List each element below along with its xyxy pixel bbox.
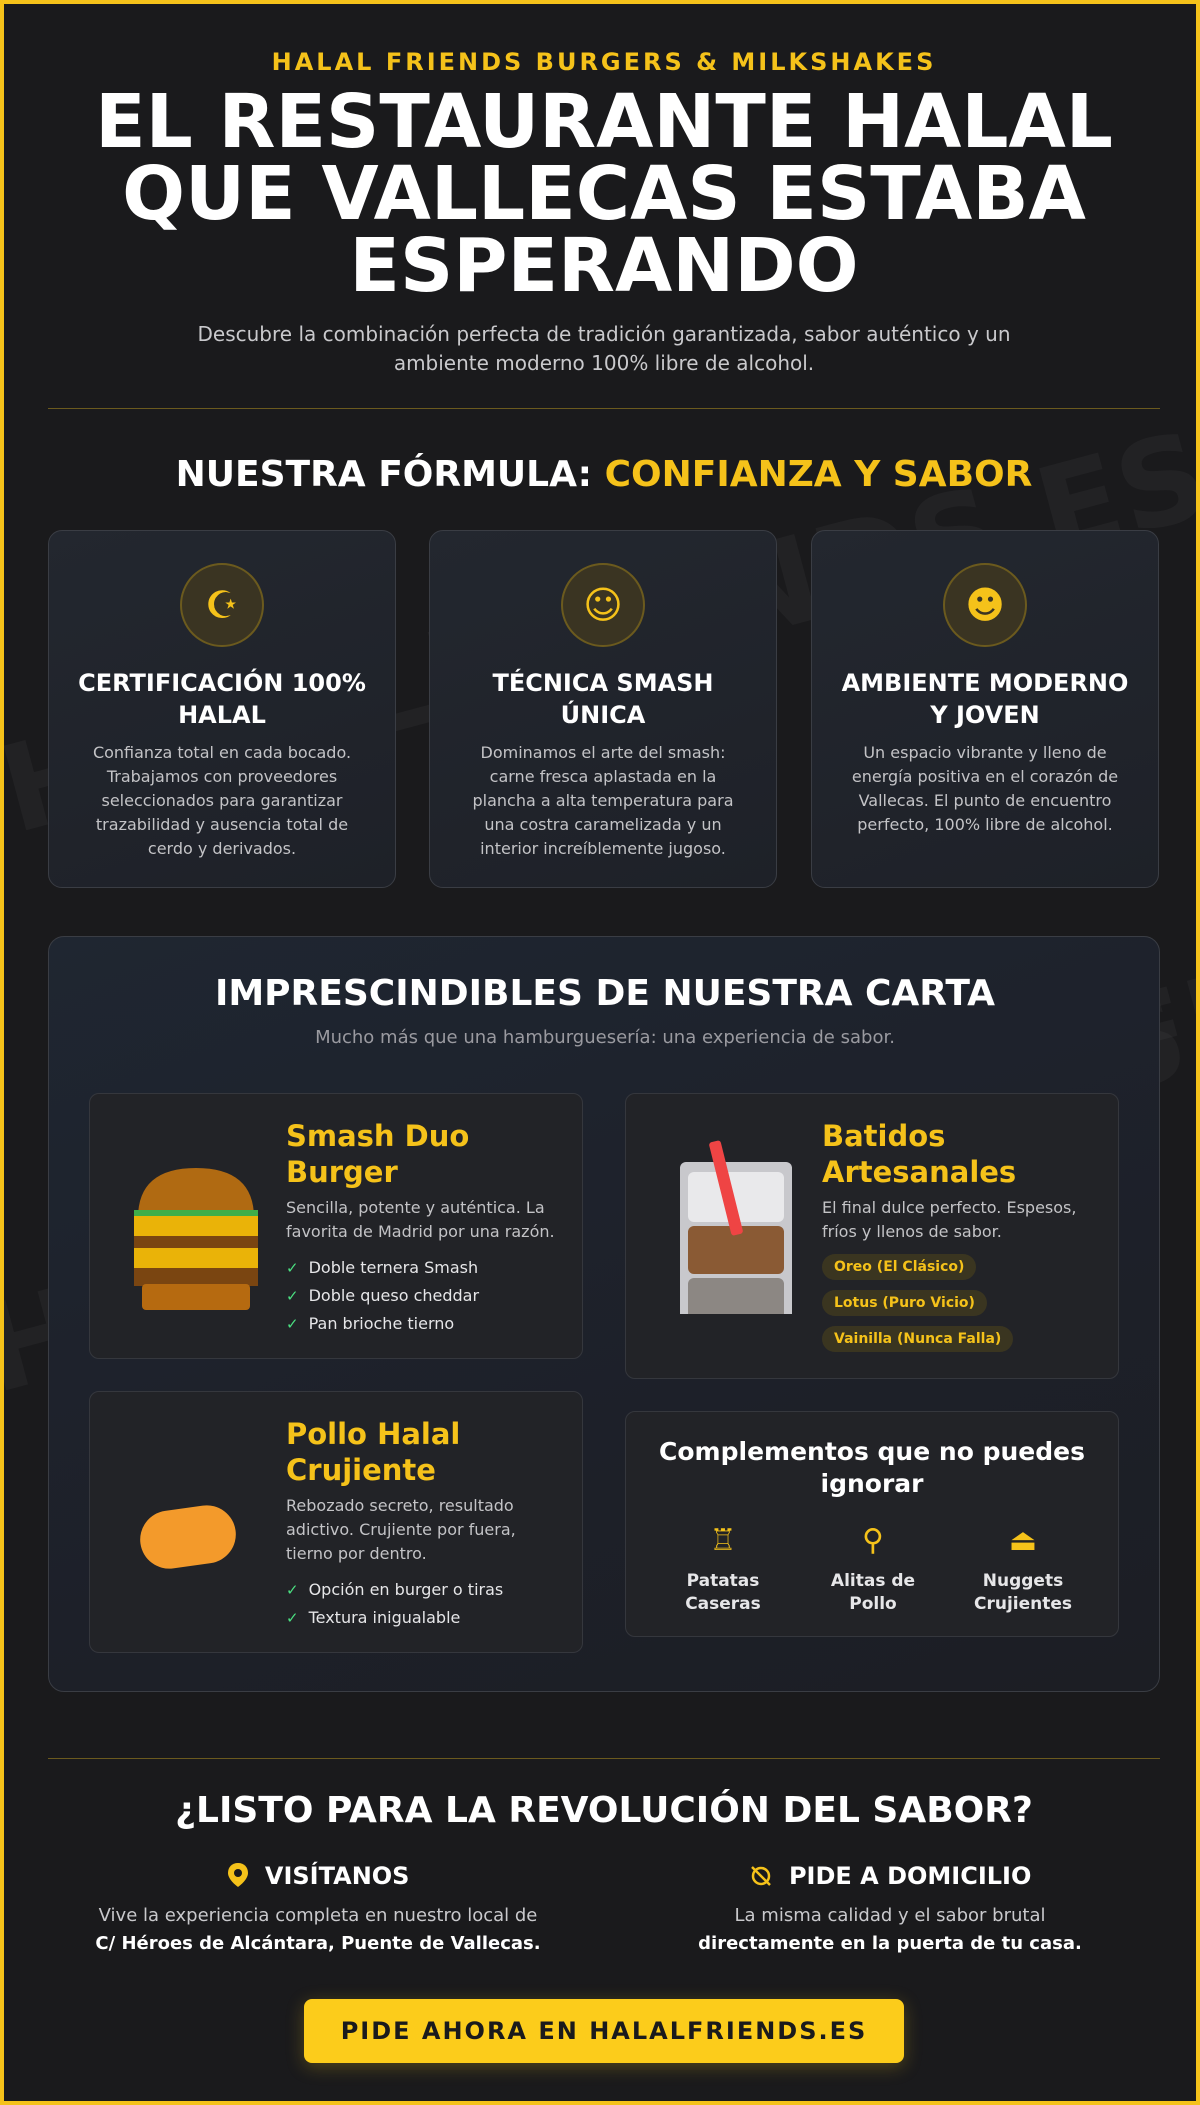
cta-title: ¿LISTO PARA LA REVOLUCIÓN DEL SABOR?	[175, 1790, 1033, 1831]
menu-panel	[48, 936, 1160, 1692]
menu-card-chicken	[89, 1391, 583, 1653]
divider	[48, 1758, 1160, 1759]
hero-title: EL RESTAURANTE HALAL QUE VALLECAS ESTABA ESPERANDO	[95, 79, 1113, 309]
feature-text: Un espacio vibrante y lleno de energía positiva en el corazón de Vallecas. El punto de encuentro perfecto, 100% libre de alcohol.	[851, 743, 1119, 834]
extra-label: Patatas Caseras	[685, 1571, 761, 1614]
delivery-column	[640, 1862, 1140, 1958]
location-pin-icon	[227, 1862, 257, 1890]
delivery-text: La misma calidad y el sabor brutal directamente en la puerta de tu casa.	[698, 1905, 1082, 1954]
divider	[48, 408, 1160, 409]
chicken-features	[286, 1576, 558, 1632]
shakes-description: El final dulce perfecto. Espesos, fríos y llenos de sabor.	[822, 1198, 1077, 1241]
group-icon: ☻	[943, 563, 1027, 647]
formula-title	[4, 454, 1200, 495]
halal-certificate-icon: ☪	[180, 563, 264, 647]
list-item: ✓ Opción en burger o tiras	[286, 1580, 504, 1599]
check-icon: ✓	[286, 1315, 299, 1333]
feature-card-smash	[429, 530, 777, 888]
feature-text: Confianza total en cada bocado. Trabajamos con proveedores seleccionados para garantizar trazabilidad y ausencia total de cerdo y derivados.	[92, 743, 352, 858]
burger-title: Smash Duo Burger	[286, 1119, 470, 1189]
shakes-title: Batidos Artesanales	[822, 1119, 1017, 1189]
order-now-button[interactable]: PIDE AHORA EN HALALFRIENDS.ES	[304, 1999, 904, 2063]
burger-illustration	[126, 1150, 266, 1310]
chef-icon: ☺	[561, 563, 645, 647]
feature-card-halal	[48, 530, 396, 888]
check-icon: ✓	[286, 1259, 299, 1277]
extras-title: Complementos que no puedes ignorar	[659, 1437, 1085, 1498]
feature-text: Dominamos el arte del smash: carne fresca aplastada en la plancha a alta temperatura para una costra caramelizada y un interior increíblemente jugoso.	[472, 743, 734, 858]
formula-title-gold: CONFIANZA Y SABOR	[604, 454, 1033, 495]
fries-icon: ♖	[709, 1523, 737, 1558]
chicken-illustration	[126, 1448, 266, 1608]
check-icon: ✓	[286, 1287, 299, 1305]
menu-subtitle: Mucho más que una hamburguesería: una experiencia de sabor.	[315, 1027, 895, 1048]
extra-item-wings	[808, 1520, 938, 1616]
check-icon: ✓	[286, 1609, 299, 1627]
formula-title-white: NUESTRA FÓRMULA:	[175, 454, 605, 495]
menu-card-burger	[89, 1093, 583, 1359]
extra-item-nuggets	[958, 1520, 1088, 1616]
extras-card	[625, 1411, 1119, 1637]
feature-title: AMBIENTE MODERNO Y JOVEN	[841, 669, 1129, 729]
visit-text: Vive la experiencia completa en nuestro local de C/ Héroes de Alcántara, Puente de Vallecas.	[95, 1905, 541, 1954]
visit-column	[68, 1862, 568, 1958]
chicken-description: Rebozado secreto, resultado adictivo. Crujiente por fuera, tierno por dentro.	[286, 1496, 516, 1563]
hero-subtitle: Descubre la combinación perfecta de tradición garantizada, sabor auténtico y un ambiente moderno 100% libre de alcohol.	[197, 322, 1011, 375]
extra-label: Alitas de Pollo	[830, 1571, 916, 1614]
list-item: ✓ Textura inigualable	[286, 1608, 461, 1627]
menu-title: IMPRESCINDIBLES DE NUESTRA CARTA	[214, 973, 996, 1014]
burger-features	[286, 1254, 558, 1338]
list-item: ✓ Doble queso cheddar	[286, 1286, 480, 1305]
extra-label: Nuggets Crujientes	[973, 1571, 1073, 1614]
list-item: ✓ Doble ternera Smash	[286, 1258, 479, 1277]
flavor-badge: Oreo (El Clásico)	[822, 1254, 976, 1280]
list-item: ✓ Pan brioche tierno	[286, 1314, 455, 1333]
flavor-badge: Vainilla (Nunca Falla)	[822, 1326, 1013, 1352]
feature-title: CERTIFICACIÓN 100% HALAL	[78, 669, 366, 729]
flavor-badge: Lotus (Puro Vicio)	[822, 1290, 987, 1316]
check-icon: ✓	[286, 1581, 299, 1599]
menu-card-shakes	[625, 1093, 1119, 1379]
milkshake-illustration	[662, 1134, 802, 1314]
burger-description: Sencilla, potente y auténtica. La favorita de Madrid por una razón.	[286, 1198, 555, 1241]
delivery-heading: PIDE A DOMICILIO	[640, 1862, 1140, 1890]
flavor-list	[822, 1254, 1094, 1352]
drumstick-icon: ⚲	[862, 1523, 884, 1558]
chicken-title: Pollo Halal Crujiente	[286, 1417, 461, 1487]
brand-kicker: HALAL FRIENDS BURGERS & MILKSHAKES	[271, 48, 937, 76]
delivery-icon	[749, 1862, 781, 1890]
feature-title: TÉCNICA SMASH ÚNICA	[492, 669, 714, 729]
extra-item-fries	[658, 1520, 788, 1616]
visit-heading: VISÍTANOS	[68, 1862, 568, 1890]
nugget-icon: ⏏	[1008, 1523, 1038, 1558]
feature-card-ambience	[811, 530, 1159, 888]
